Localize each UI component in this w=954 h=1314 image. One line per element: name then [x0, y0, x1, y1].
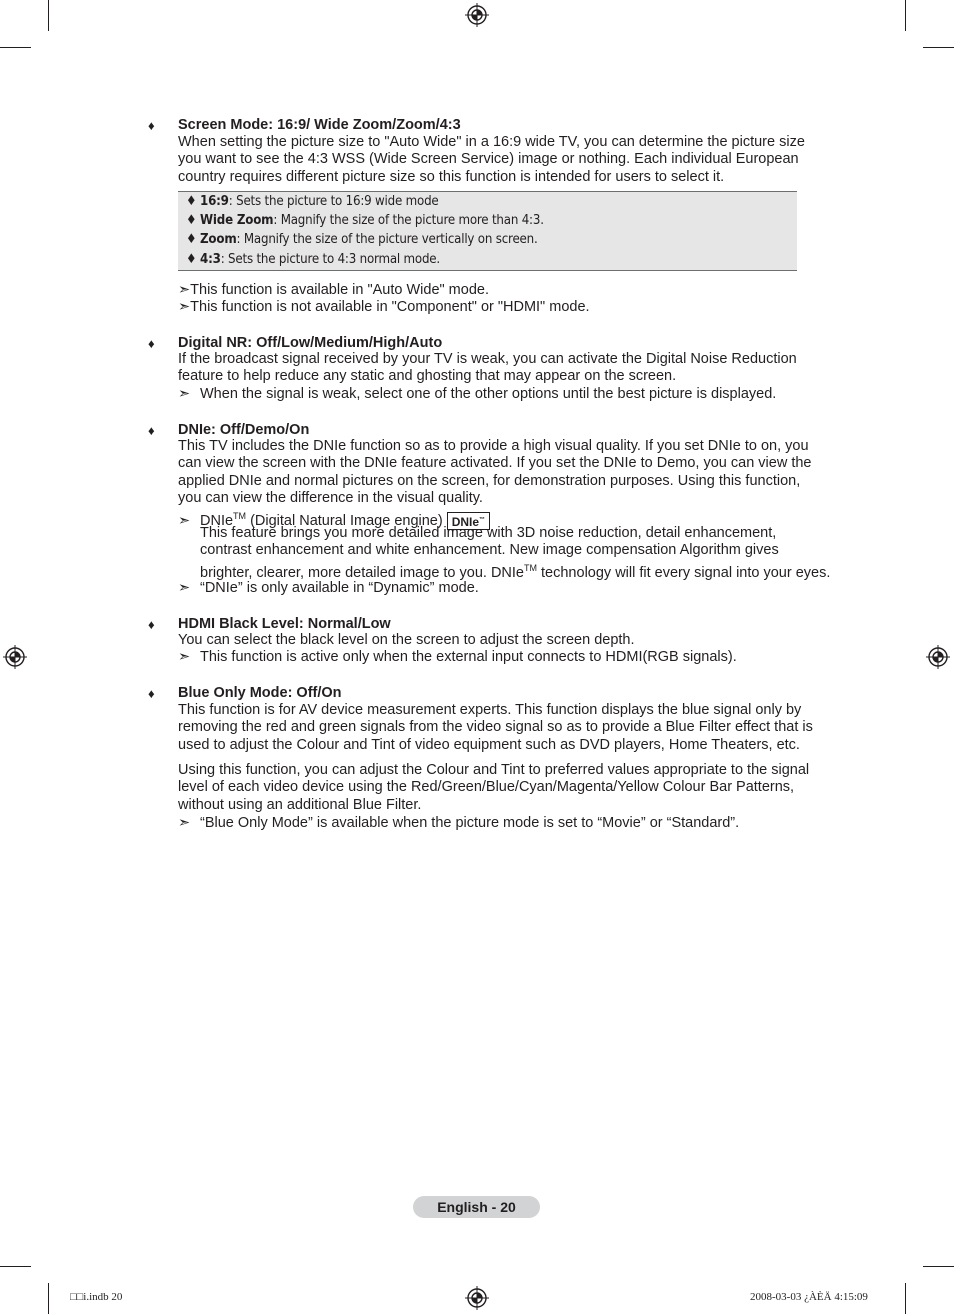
option-row: [186, 194, 439, 210]
crop-mark: [0, 1266, 31, 1267]
body-line: You can select the black level on the screen to adjust the screen depth.: [178, 632, 635, 648]
body-line: without using an additional Blue Filter.: [178, 796, 422, 813]
option-desc: : Magnify the size of the picture vertically on screen.: [236, 232, 538, 247]
option-term: 4:3: [200, 252, 221, 267]
body-line: This TV includes the DNIe function so as to provide a high visual quality. If you set DNIe to on, you: [178, 438, 809, 454]
section-body: [178, 762, 838, 814]
note-text: “Blue Only Mode” is available when the picture mode is set to “Movie” or “Standard”.: [200, 815, 740, 831]
note: [178, 282, 489, 299]
note-text: (Digital Natural Image engine): [246, 512, 443, 529]
note-text: When the signal is weak, select one of the other options until the best picture is displayed.: [200, 386, 777, 402]
bullet-icon: ♦: [148, 336, 155, 351]
bullet-icon: ♦: [186, 252, 197, 267]
section-body: [178, 702, 838, 754]
body-line: used to adjust the Colour and Tint of video equipment such as DVD players, Home Theaters, etc.: [178, 736, 800, 753]
registration-mark-icon: [465, 3, 489, 27]
page-number-label: English - 20: [413, 1196, 540, 1218]
note-text: brighter, clearer, more detailed image to you. DNIe: [200, 564, 524, 581]
section-title: Screen Mode: 16:9/ Wide Zoom/Zoom/4:3: [178, 117, 461, 133]
note-line: This feature brings you more detailed image with 3D noise reduction, detail enhancement,: [200, 525, 777, 541]
note-text: This function is active only when the external input connects to HDMI(RGB signals).: [200, 649, 737, 665]
bullet-icon: ♦: [186, 213, 197, 228]
note: [178, 386, 776, 403]
body-line: feature to help reduce any static and ghosting that may appear on the screen.: [178, 368, 677, 385]
note-text: DNIe: [200, 512, 234, 529]
option-desc: : Sets the picture to 4:3 normal mode.: [220, 252, 440, 267]
section-body: [178, 438, 838, 508]
note-arrow-icon: ➣: [178, 512, 191, 529]
note-detail: [200, 525, 830, 582]
note-text: This function is available in "Auto Wide" mode.: [190, 282, 489, 298]
note-arrow-icon: ➣: [178, 299, 191, 315]
note-line: [200, 560, 830, 582]
section-body: [178, 134, 838, 186]
registration-mark-icon: [465, 1286, 489, 1310]
body-line: If the broadcast signal received by your TV is weak, you can activate the Digital Noise Reduction: [178, 351, 797, 367]
note-arrow-icon: ➣: [178, 282, 191, 298]
footer-timestamp: 2008-03-03 ¿ÀÈÄ 4:15:09: [750, 1291, 868, 1303]
crop-mark: [48, 1283, 49, 1314]
body-line: can view the screen with the DNIe feature activated. If you set the DNIe to Demo, you can view the: [178, 455, 812, 472]
section-title: Blue Only Mode: Off/On: [178, 685, 342, 701]
option-term: 16:9: [200, 194, 229, 209]
crop-mark: [905, 1283, 906, 1314]
section-title: HDMI Black Level: Normal/Low: [178, 616, 391, 632]
body-line: Using this function, you can adjust the Colour and Tint to preferred values appropriate to the signal: [178, 762, 810, 778]
trademark: TM: [233, 511, 247, 521]
trademark: TM: [524, 562, 537, 573]
option-desc: : Magnify the size of the picture more than 4:3.: [273, 213, 544, 228]
note: [178, 299, 590, 316]
logo-text: DNIe: [451, 515, 480, 529]
option-desc: : Sets the picture to 16:9 wide mode: [228, 194, 439, 209]
registration-mark-icon: [3, 645, 27, 669]
note-text: This function is not available in "Component" or "HDMI" mode.: [190, 299, 590, 315]
note-line: contrast enhancement and white enhancement. New image compensation Algorithm gives: [200, 542, 779, 559]
note: [178, 815, 739, 832]
section-body: [178, 632, 838, 649]
logo-tm: ™: [479, 517, 486, 523]
note-text: technology will fit every signal into your eyes.: [537, 564, 831, 581]
body-line: country requires different picture size so this function is intended for users to select it.: [178, 168, 725, 185]
option-term: Zoom: [200, 232, 237, 247]
body-line: This function is for AV device measurement experts. This function displays the blue signal only by: [178, 702, 802, 718]
note: [178, 649, 737, 666]
crop-mark: [0, 47, 31, 48]
body-line: applied DNIe and normal pictures on the screen, for demonstration purposes. Using this function,: [178, 472, 801, 489]
crop-mark: [48, 0, 49, 31]
options-table: [178, 191, 797, 271]
body-line: you can view the difference in the visual quality.: [178, 490, 483, 507]
option-row: [186, 213, 544, 229]
registration-mark-icon: [926, 645, 950, 669]
note: [178, 580, 479, 597]
body-line: you want to see the 4:3 WSS (Wide Screen Service) image or nothing. Each individual European: [178, 151, 799, 168]
body-line: When setting the picture size to "Auto Wide" in a 16:9 wide TV, you can determine the picture size: [178, 134, 805, 150]
crop-mark: [923, 1266, 954, 1267]
bullet-icon: ♦: [148, 423, 155, 438]
option-term: Wide Zoom: [200, 213, 274, 228]
section-title: Digital NR: Off/Low/Medium/High/Auto: [178, 335, 443, 351]
crop-mark: [923, 47, 954, 48]
note-text: “DNIe” is only available in “Dynamic” mode.: [200, 580, 479, 596]
bullet-icon: ♦: [148, 118, 155, 133]
note-arrow-icon: ➣: [178, 386, 191, 402]
option-row: [186, 232, 538, 248]
bullet-icon: ♦: [148, 617, 155, 632]
section-body: [178, 351, 838, 386]
body-line: removing the red and green signals from the video signal so as to provide a Blue Filter effect that is: [178, 719, 813, 736]
bullet-icon: ♦: [186, 194, 197, 209]
option-row: [186, 252, 440, 268]
footer-file-info: □□i.indb 20: [70, 1291, 123, 1303]
section-title: DNIe: Off/Demo/On: [178, 422, 310, 438]
note-arrow-icon: ➣: [178, 815, 191, 831]
note-arrow-icon: ➣: [178, 649, 191, 665]
note-arrow-icon: ➣: [178, 580, 191, 596]
crop-mark: [905, 0, 906, 31]
body-line: level of each video device using the Red/Green/Blue/Cyan/Magenta/Yellow Colour Bar Patterns,: [178, 779, 795, 796]
bullet-icon: ♦: [186, 232, 197, 247]
bullet-icon: ♦: [148, 686, 155, 701]
